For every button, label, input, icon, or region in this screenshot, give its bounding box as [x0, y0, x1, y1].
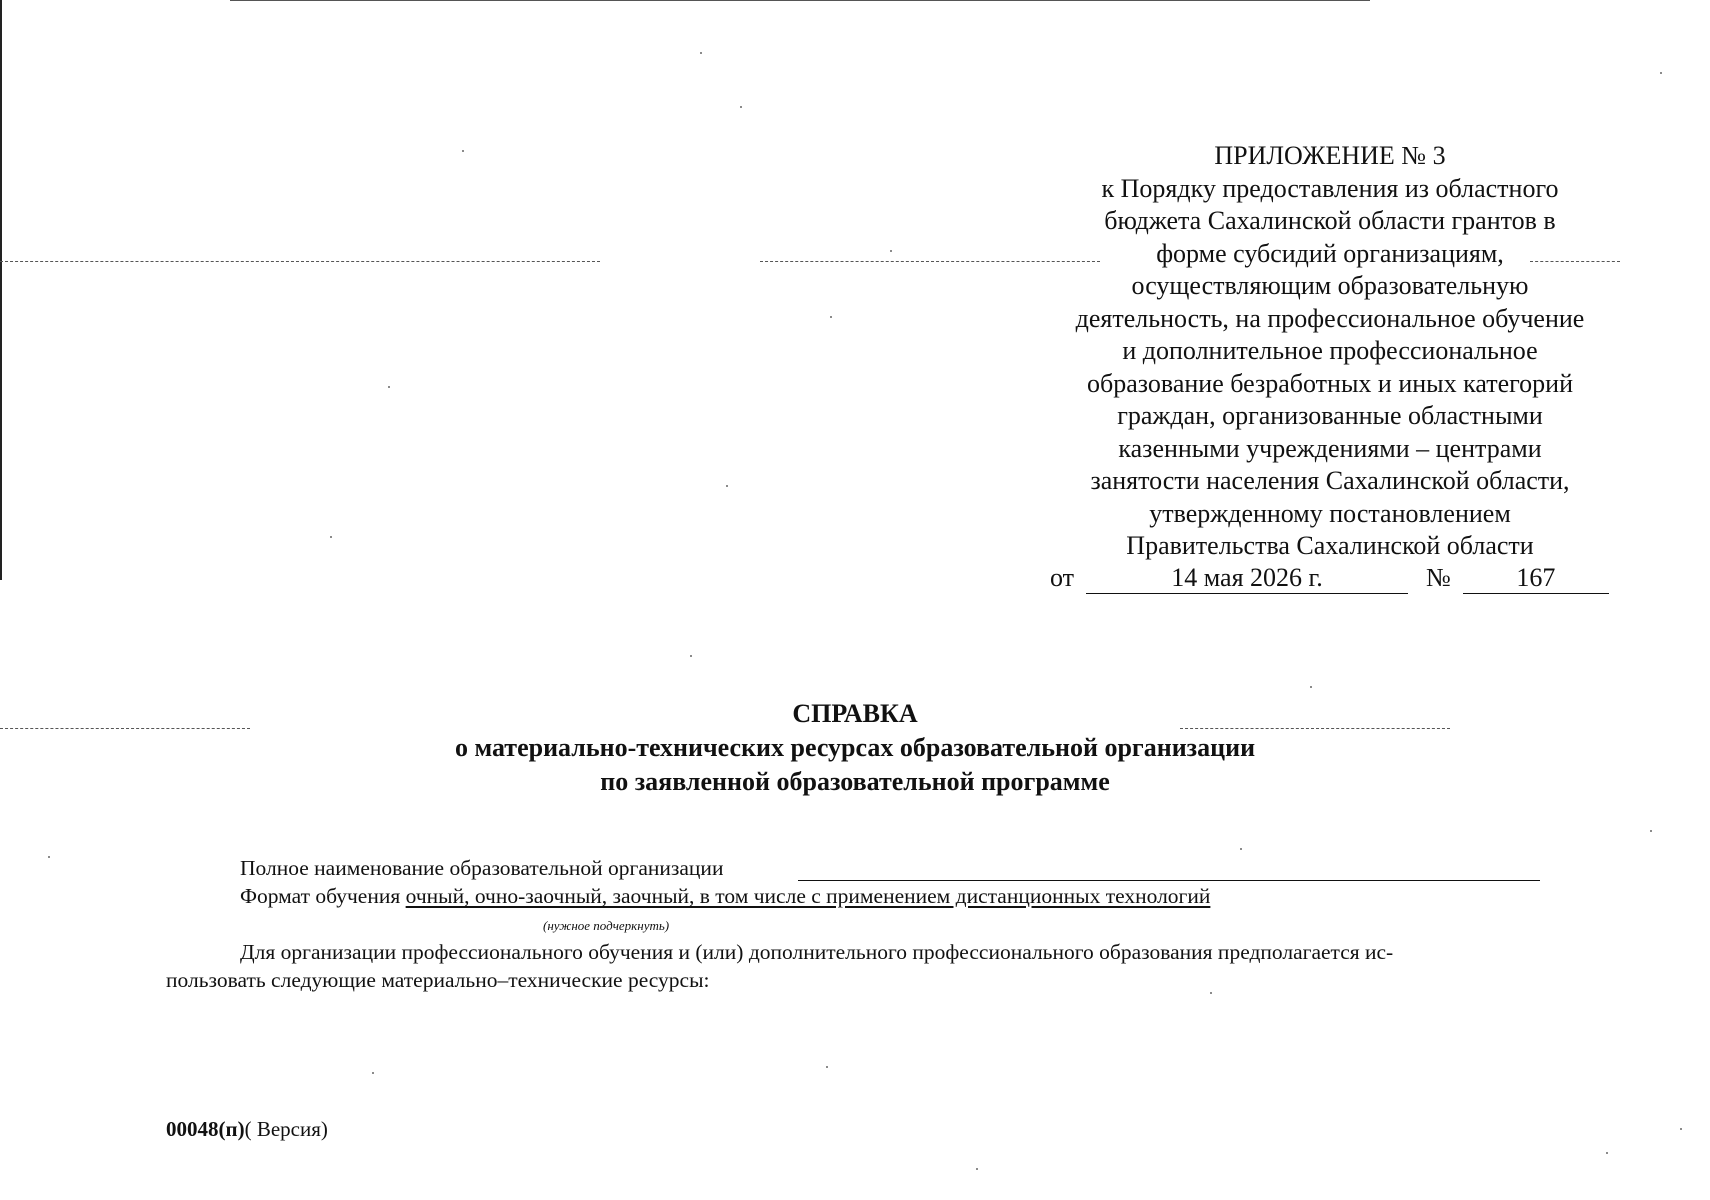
appendix-line: занятости населения Сахалинской области,: [1090, 466, 1570, 495]
document-code: [166, 1117, 328, 1142]
document-subtitle: по заявленной образовательной программе: [600, 767, 1110, 796]
appendix-line: образование безработных и иных категорий: [1087, 368, 1573, 398]
document-code-number: 00048(п): [166, 1117, 245, 1141]
scan-speck: [1660, 72, 1662, 74]
scan-speck: [372, 1072, 374, 1074]
appendix-line: утвержденному постановлением: [1149, 498, 1511, 528]
scan-speck: [700, 52, 702, 54]
document-subtitle: о материально-технических ресурсах образовательной организации: [454, 733, 1256, 762]
scan-speck: [830, 316, 832, 318]
appendix-line: к Порядку предоставления из областного: [1101, 173, 1559, 203]
appendix-title: ПРИЛОЖЕНИЕ № 3: [1214, 141, 1446, 170]
scan-speck: [1606, 1152, 1608, 1154]
scan-dash-line: [0, 728, 250, 729]
resolution-date-field: 14 мая 2026 г.: [1086, 563, 1408, 594]
document-heading: [300, 697, 1410, 799]
org-name-field[interactable]: [798, 880, 1540, 881]
scan-speck: [690, 655, 692, 657]
appendix-line: и дополнительное профессиональное: [1122, 336, 1538, 365]
format-options: очный, очно-заочный, заочный, в том числе с применением дистанционных технологий: [405, 884, 1211, 908]
format-note: (нужное подчеркнуть): [543, 918, 670, 933]
appendix-line: казенными учреждениями – центрами: [1118, 433, 1542, 463]
scan-speck: [976, 1168, 978, 1170]
scan-speck: [1240, 848, 1242, 850]
scan-speck: [726, 485, 728, 487]
scan-speck: [826, 1066, 828, 1068]
scan-speck: [1210, 992, 1212, 994]
scan-top-line: [230, 0, 1370, 1]
resources-paragraph-line: Для организации профессионального обучения и (или) дополнительного профессионального образования предполагается ис-: [240, 940, 1394, 964]
appendix-line: Правительства Сахалинской области: [1126, 531, 1534, 560]
scan-speck: [1310, 686, 1312, 688]
resolution-date-row: [1050, 563, 1609, 594]
scan-edge-line: [0, 0, 2, 580]
scan-speck: [890, 250, 892, 252]
appendix-line: граждан, организованные областными: [1117, 401, 1543, 430]
scan-speck: [462, 150, 464, 152]
document-version: ( Версия): [244, 1117, 328, 1141]
scan-speck: [48, 856, 50, 858]
appendix-line: осуществляющим образовательную: [1131, 271, 1529, 300]
scan-dash-line: [0, 261, 600, 262]
appendix-line: деятельность, на профессиональное обучение: [1075, 303, 1585, 333]
from-label: от: [1050, 563, 1075, 592]
appendix-line: форме субсидий организациям,: [1156, 238, 1504, 268]
scan-speck: [1680, 1128, 1682, 1130]
appendix-line: бюджета Сахалинской области грантов в: [1104, 206, 1556, 235]
format-label: Формат обучения: [240, 884, 401, 908]
scan-speck: [740, 106, 742, 108]
number-label: №: [1426, 563, 1451, 592]
org-name-label: Полное наименование образовательной организации: [240, 856, 724, 880]
scan-speck: [1650, 830, 1652, 832]
scan-speck: [330, 536, 332, 538]
appendix-block: [1030, 140, 1630, 563]
format-row: [240, 884, 1210, 909]
resources-paragraph-line: пользовать следующие материально–технические ресурсы:: [166, 968, 710, 992]
scan-speck: [388, 386, 390, 388]
document-title: СПРАВКА: [792, 699, 918, 728]
resolution-number-field: 167: [1463, 563, 1609, 594]
